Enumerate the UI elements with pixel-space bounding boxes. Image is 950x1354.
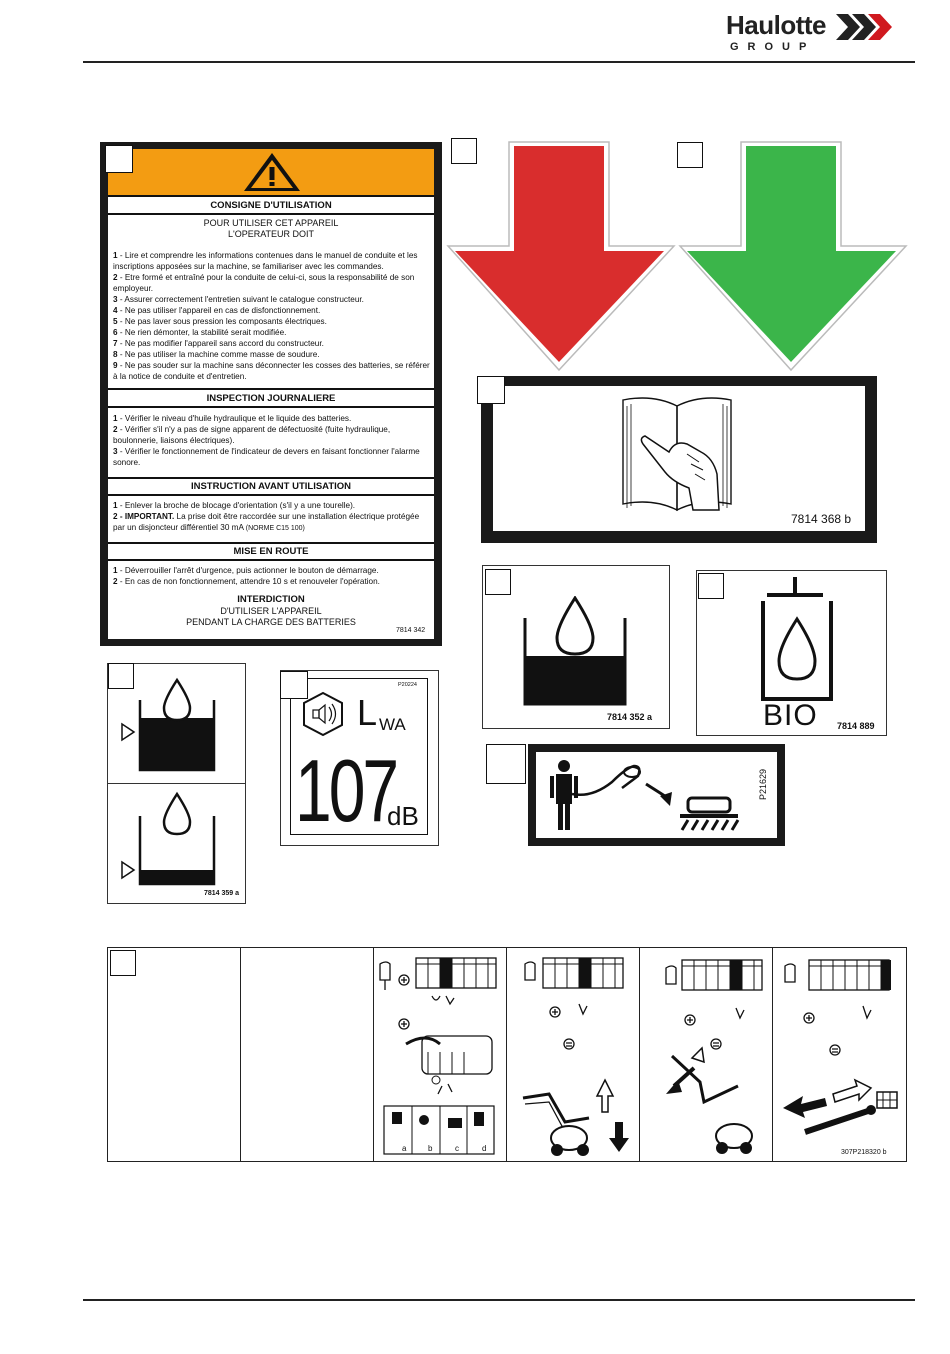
interdiction-line-1: D'UTILISER L'APPAREIL [220, 606, 322, 616]
section-inspection-title: INSPECTION JOURNALIERE [206, 393, 336, 404]
control-boom-telescope-icon [642, 952, 770, 1158]
consigne-item: 8 - Ne pas utiliser la machine comme masse de soudure. [113, 350, 320, 359]
warning-triangle-icon [242, 151, 302, 193]
instruction-list [113, 500, 431, 534]
consigne-item: 1 - Lire et comprendre les informations contenues dans le manuel de conduite et les inscriptions apposées sur la machine, se familiariser avec les commandes. [113, 251, 418, 271]
header-rule [83, 61, 915, 63]
red-down-arrow-icon [446, 140, 676, 372]
instruction-item: 1 - Enlever la broche de blocage d'orientation (s'il y a une tourelle). [113, 501, 356, 510]
label-number-box [477, 376, 505, 404]
bio-tank-icon [759, 577, 835, 701]
tank-full-icon [120, 676, 220, 772]
noise-value: 107 [295, 741, 397, 840]
section-instruction-title: INSTRUCTION AVANT UTILISATION [190, 481, 352, 492]
consigne-item: 7 - Ne pas modifier l'appareil sans accord du constructeur. [113, 339, 324, 348]
table-letter-a: a [402, 1144, 407, 1153]
label-number-box [280, 671, 308, 699]
noise-unit-sub: WA [379, 715, 406, 734]
control-boom-lift-icon [509, 952, 637, 1158]
oil-ref: 7814 352 a [607, 712, 653, 722]
logo-chevrons-icon [836, 14, 898, 40]
consigne-item: 4 - Ne pas utiliser l'appareil en cas de disfonctionnement. [113, 306, 321, 315]
logo-group: GROUP [730, 41, 816, 53]
consigne-item: 6 - Ne rien démonter, la stabilité serait modifiée. [113, 328, 287, 337]
table-letter-c: c [455, 1144, 459, 1153]
inspection-item: 1 - Vérifier le niveau d'huile hydraulique et le liquide des batteries. [113, 414, 352, 423]
instruction-item: 2 - IMPORTANT. La prise doit être raccordée sur une installation électrique protégée par un disjoncteur différentiel 30 mA (NORME C15 100) [113, 512, 420, 532]
panel-ref: 7814 342 [396, 627, 426, 634]
inspection-list [113, 413, 431, 468]
footer-rule [83, 1299, 915, 1301]
harness-label [528, 744, 785, 846]
interdiction-title: INTERDICTION [237, 594, 305, 605]
control-decal-table [107, 947, 907, 1162]
intro-line-2: L'OPERATEUR DOIT [227, 229, 315, 239]
tank-low-icon [120, 790, 220, 886]
harness-anchor-icon [542, 758, 742, 834]
label-number-box [108, 663, 134, 689]
haulotte-logo [726, 10, 896, 58]
oil-tank-icon [519, 596, 631, 708]
consigne-list [113, 250, 431, 382]
level-label-low [107, 783, 246, 904]
consigne-item: 9 - Ne pas souder sur la machine sans déconnecter les cosses des batteries, se référer à la notice de conduite et d'entretien. [113, 361, 430, 381]
inspection-item: 2 - Vérifier s'il n'y a pas de signe apparent de défectuosité (fuite hydraulique, boulonnerie, liaisons électriques). [113, 425, 391, 445]
manual-label [481, 376, 877, 543]
mise-item: 1 - Déverrouiller l'arrêt d'urgence, puis actionner le bouton de démarrage. [113, 566, 379, 575]
manual-ref: 7814 368 b [791, 512, 852, 526]
bio-oil-label [696, 570, 887, 736]
control-boom-extend-icon [775, 952, 903, 1158]
intro-line-1: POUR UTILISER CET APPAREIL [203, 218, 339, 228]
mise-item: 2 - En cas de non fonctionnement, attendre 10 s et renouveler l'opération. [113, 577, 380, 586]
consigne-item: 3 - Assurer correctement l'entretien suivant le catalogue constructeur. [113, 295, 364, 304]
green-down-arrow-icon [678, 140, 908, 372]
label-number-box [486, 744, 526, 784]
table-letter-d: d [482, 1144, 487, 1153]
label-number-box [485, 569, 511, 595]
warning-header [108, 149, 434, 195]
label-number-box [677, 142, 703, 168]
consigne-item: 2 - Etre formé et entraîné pour la conduite de celui-ci, sous la responsabilité de son employeur. [113, 273, 415, 293]
section-mise-title: MISE EN ROUTE [233, 546, 309, 557]
label-number-box [110, 950, 136, 976]
open-book-hand-icon [613, 392, 743, 520]
bio-text: BIO [763, 699, 818, 732]
interdiction-line-2: PENDANT LA CHARGE DES BATTERIES [186, 617, 356, 627]
instruction-panel [100, 142, 442, 646]
bio-ref: 7814 889 [837, 721, 875, 731]
mise-list [113, 565, 431, 587]
noise-unit-l: L [357, 692, 378, 733]
label-number-box [105, 145, 133, 173]
logo-brand: Haulotte [726, 10, 826, 40]
table-letter-b: b [428, 1144, 433, 1153]
control-panel-steering-icon [376, 952, 504, 1158]
noise-code: P20224 [398, 682, 417, 688]
inspection-item: 3 - Vérifier le fonctionnement de l'indicateur de devers en faisant fonctionner l'alarme sonore. [113, 447, 420, 467]
label-number-box [698, 573, 724, 599]
section-consigne-title: CONSIGNE D'UTILISATION [210, 200, 332, 211]
harness-ref: P21629 [758, 768, 768, 800]
noise-db: dB [387, 801, 419, 831]
label-number-box [451, 138, 477, 164]
table-ref: 307P218320 b [841, 1149, 887, 1156]
consigne-item: 5 - Ne pas laver sous pression les composants électriques. [113, 317, 327, 326]
level-ref: 7814 359 a [204, 890, 240, 897]
